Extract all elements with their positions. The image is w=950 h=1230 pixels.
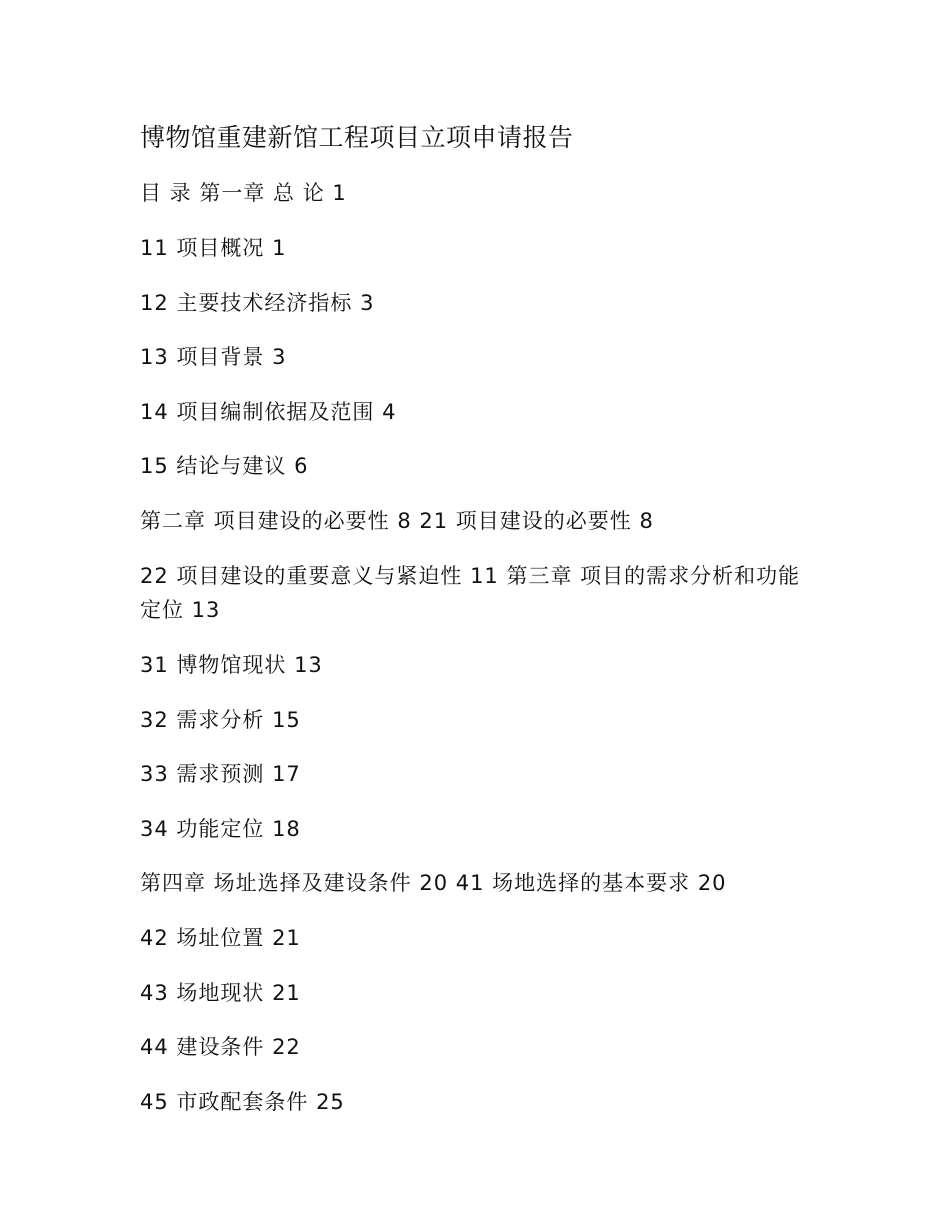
toc-entry: 22 项目建设的重要意义与紧迫性 11 第三章 项目的需求分析和功能定位 13 bbox=[140, 564, 801, 622]
toc-entry: 11 项目概况 1 bbox=[140, 236, 287, 260]
toc-entry: 33 需求预测 17 bbox=[140, 762, 301, 786]
toc-entry: 42 场址位置 21 bbox=[140, 926, 301, 950]
toc-entry: 31 博物馆现状 13 bbox=[140, 653, 323, 677]
toc-entry: 45 市政配套条件 25 bbox=[140, 1090, 345, 1114]
toc-entry: 34 功能定位 18 bbox=[140, 817, 301, 841]
toc-entry: 32 需求分析 15 bbox=[140, 708, 301, 732]
toc-entry: 12 主要技术经济指标 3 bbox=[140, 291, 375, 315]
toc-entry: 第二章 项目建设的必要性 8 21 项目建设的必要性 8 bbox=[140, 509, 654, 533]
toc-entry: 44 建设条件 22 bbox=[140, 1035, 301, 1059]
toc-entry: 14 项目编制依据及范围 4 bbox=[140, 400, 397, 424]
toc-entry: 第四章 场址选择及建设条件 20 41 场地选择的基本要求 20 bbox=[140, 871, 727, 895]
toc-entry: 目 录 第一章 总 论 1 bbox=[140, 181, 347, 205]
toc-entry: 13 项目背景 3 bbox=[140, 345, 287, 369]
toc-entry: 43 场地现状 21 bbox=[140, 981, 301, 1005]
document-title: 博物馆重建新馆工程项目立项申请报告 bbox=[140, 123, 574, 152]
toc-entry: 15 结论与建议 6 bbox=[140, 454, 309, 478]
